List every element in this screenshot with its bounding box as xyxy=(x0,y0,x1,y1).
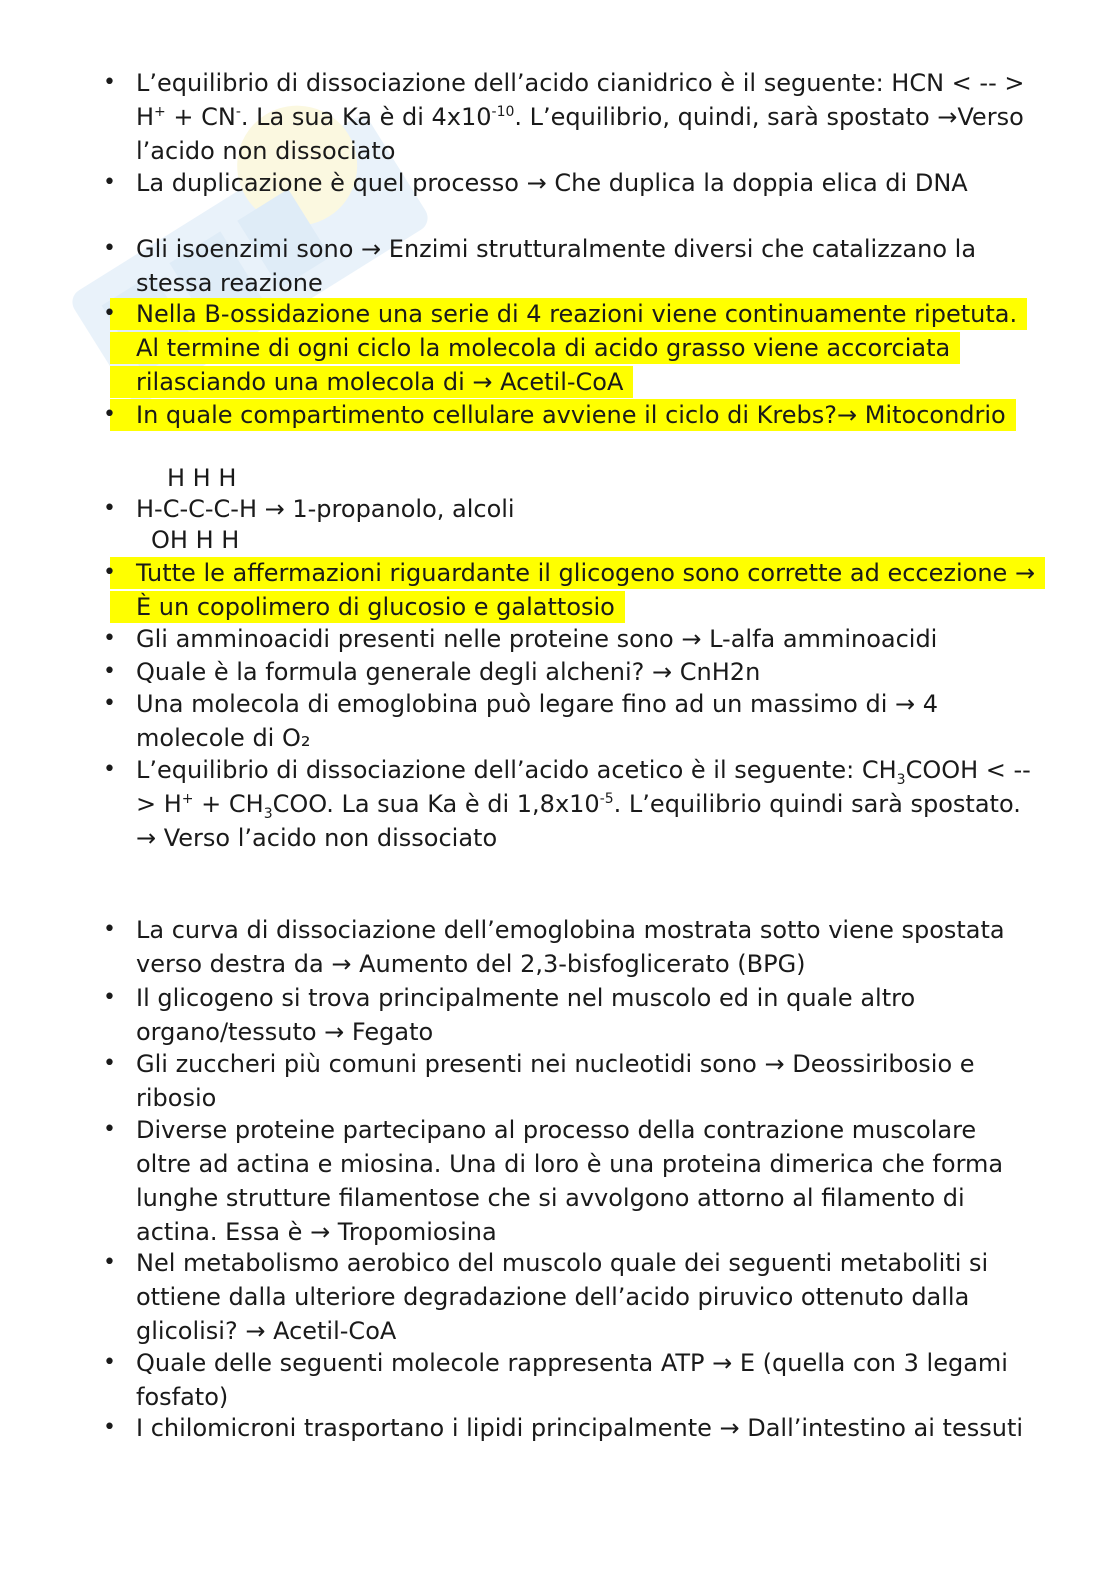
list-item-highlighted: • Nella B-ossidazione una serie di 4 reazioni viene continuamente ripetuta. Al termine di ogni ciclo la molecola di acido grasso viene accorciata rilasciando una molecola di → Acetil-CoA xyxy=(136,297,1036,399)
list-item: • Gli amminoacidi presenti nelle proteine sono → L-alfa amminoacidi xyxy=(103,625,938,653)
arrow-icon: → xyxy=(836,401,858,429)
list-item: • La curva di dissociazione dell’emoglobina mostrata sotto viene spostata verso destra da → Aumento del 2,3-bisfoglicerato (BPG) xyxy=(103,916,1005,978)
formula-top-row: H H H xyxy=(167,464,237,492)
arrow-icon: → xyxy=(472,368,493,396)
list-item: • La duplicazione è quel processo → Che duplica la doppia elica di DNA xyxy=(103,169,968,197)
list-item: • H-C-C-C-H → 1-propanolo, alcoli xyxy=(103,495,515,523)
list-item-highlighted: • In quale compartimento cellulare avviene il ciclo di Krebs?→ Mitocondrio xyxy=(136,398,1036,432)
list-item: • L’equilibrio di dissociazione dell’acido acetico è il seguente: $CH_3COOH$ < -- > $H^+ + CH_3COO$. La sua Ka è di $1,8x10^{-5}$. L’equilibrio quindi sarà spostato. → Verso l’acido non dissociato xyxy=(103,756,1031,852)
arrow-icon: → xyxy=(712,1349,733,1377)
list-item: • Una molecola di emoglobina può legare fino ad un massimo di → 4 molecole di O₂ xyxy=(103,690,939,752)
arrow-icon: → xyxy=(331,950,352,978)
list-item: • Il glicogeno si trova principalmente nel muscolo ed in quale altro organo/tessuto → Fegato xyxy=(103,984,916,1046)
arrow-icon: → xyxy=(245,1317,266,1345)
list-item: • Quale delle seguenti molecole rappresenta ATP → E (quella con 3 legami fosfato) xyxy=(103,1349,1008,1411)
arrow-icon: → xyxy=(719,1414,740,1442)
arrow-icon: → xyxy=(681,625,702,653)
arrow-icon: → xyxy=(652,658,673,686)
arrow-icon: → xyxy=(895,690,916,718)
list-item: • Gli isoenzimi sono → Enzimi strutturalmente diversi che catalizzano la stessa reazione xyxy=(103,235,977,297)
arrow-icon: → xyxy=(324,1018,345,1046)
arrow-icon: → xyxy=(136,824,157,852)
list-item: • Nel metabolismo aerobico del muscolo quale dei seguenti metaboliti si ottiene dalla ulteriore degradazione dell’acido piruvico ottenuto dalla glicolisi? → Acetil-CoA xyxy=(103,1249,989,1345)
formula-bottom-row: OH H H xyxy=(151,526,240,554)
list-item: • I chilomicroni trasportano i lipidi principalmente → Dall’intestino ai tessuti xyxy=(103,1414,1024,1442)
list-item: • L’equilibrio di dissociazione dell’acido cianidrico è il seguente: HCN < -- > H+ + CN-. La sua Ka è di $4x10^{-10}$. L’equilibrio, quindi, sarà spostato →Verso l’acido non dissociato xyxy=(103,69,1025,165)
arrow-icon: → xyxy=(310,1218,331,1246)
arrow-icon: → xyxy=(937,103,958,131)
arrow-icon: → xyxy=(764,1050,785,1078)
arrow-icon: → xyxy=(361,235,382,263)
list-item-highlighted: • Tutte le affermazioni riguardante il glicogeno sono corrette ad eccezione → È un copolimero di glucosio e galattosio xyxy=(136,556,1036,624)
arrow-icon: → xyxy=(264,495,285,523)
list-item: • Quale è la formula generale degli alcheni? → CnH2n xyxy=(103,658,761,686)
list-item: • Gli zuccheri più comuni presenti nei nucleotidi sono → Deossiribosio e ribosio xyxy=(103,1050,975,1112)
list-item: • Diverse proteine partecipano al processo della contrazione muscolare oltre ad actina e miosina. Una di loro è una proteina dimerica che forma lunghe strutture filamentose che si avvolgono attorno al filamento di actina. Essa è → Tropomiosina xyxy=(103,1116,1004,1246)
arrow-icon: → xyxy=(1014,559,1036,587)
arrow-icon: → xyxy=(526,169,547,197)
